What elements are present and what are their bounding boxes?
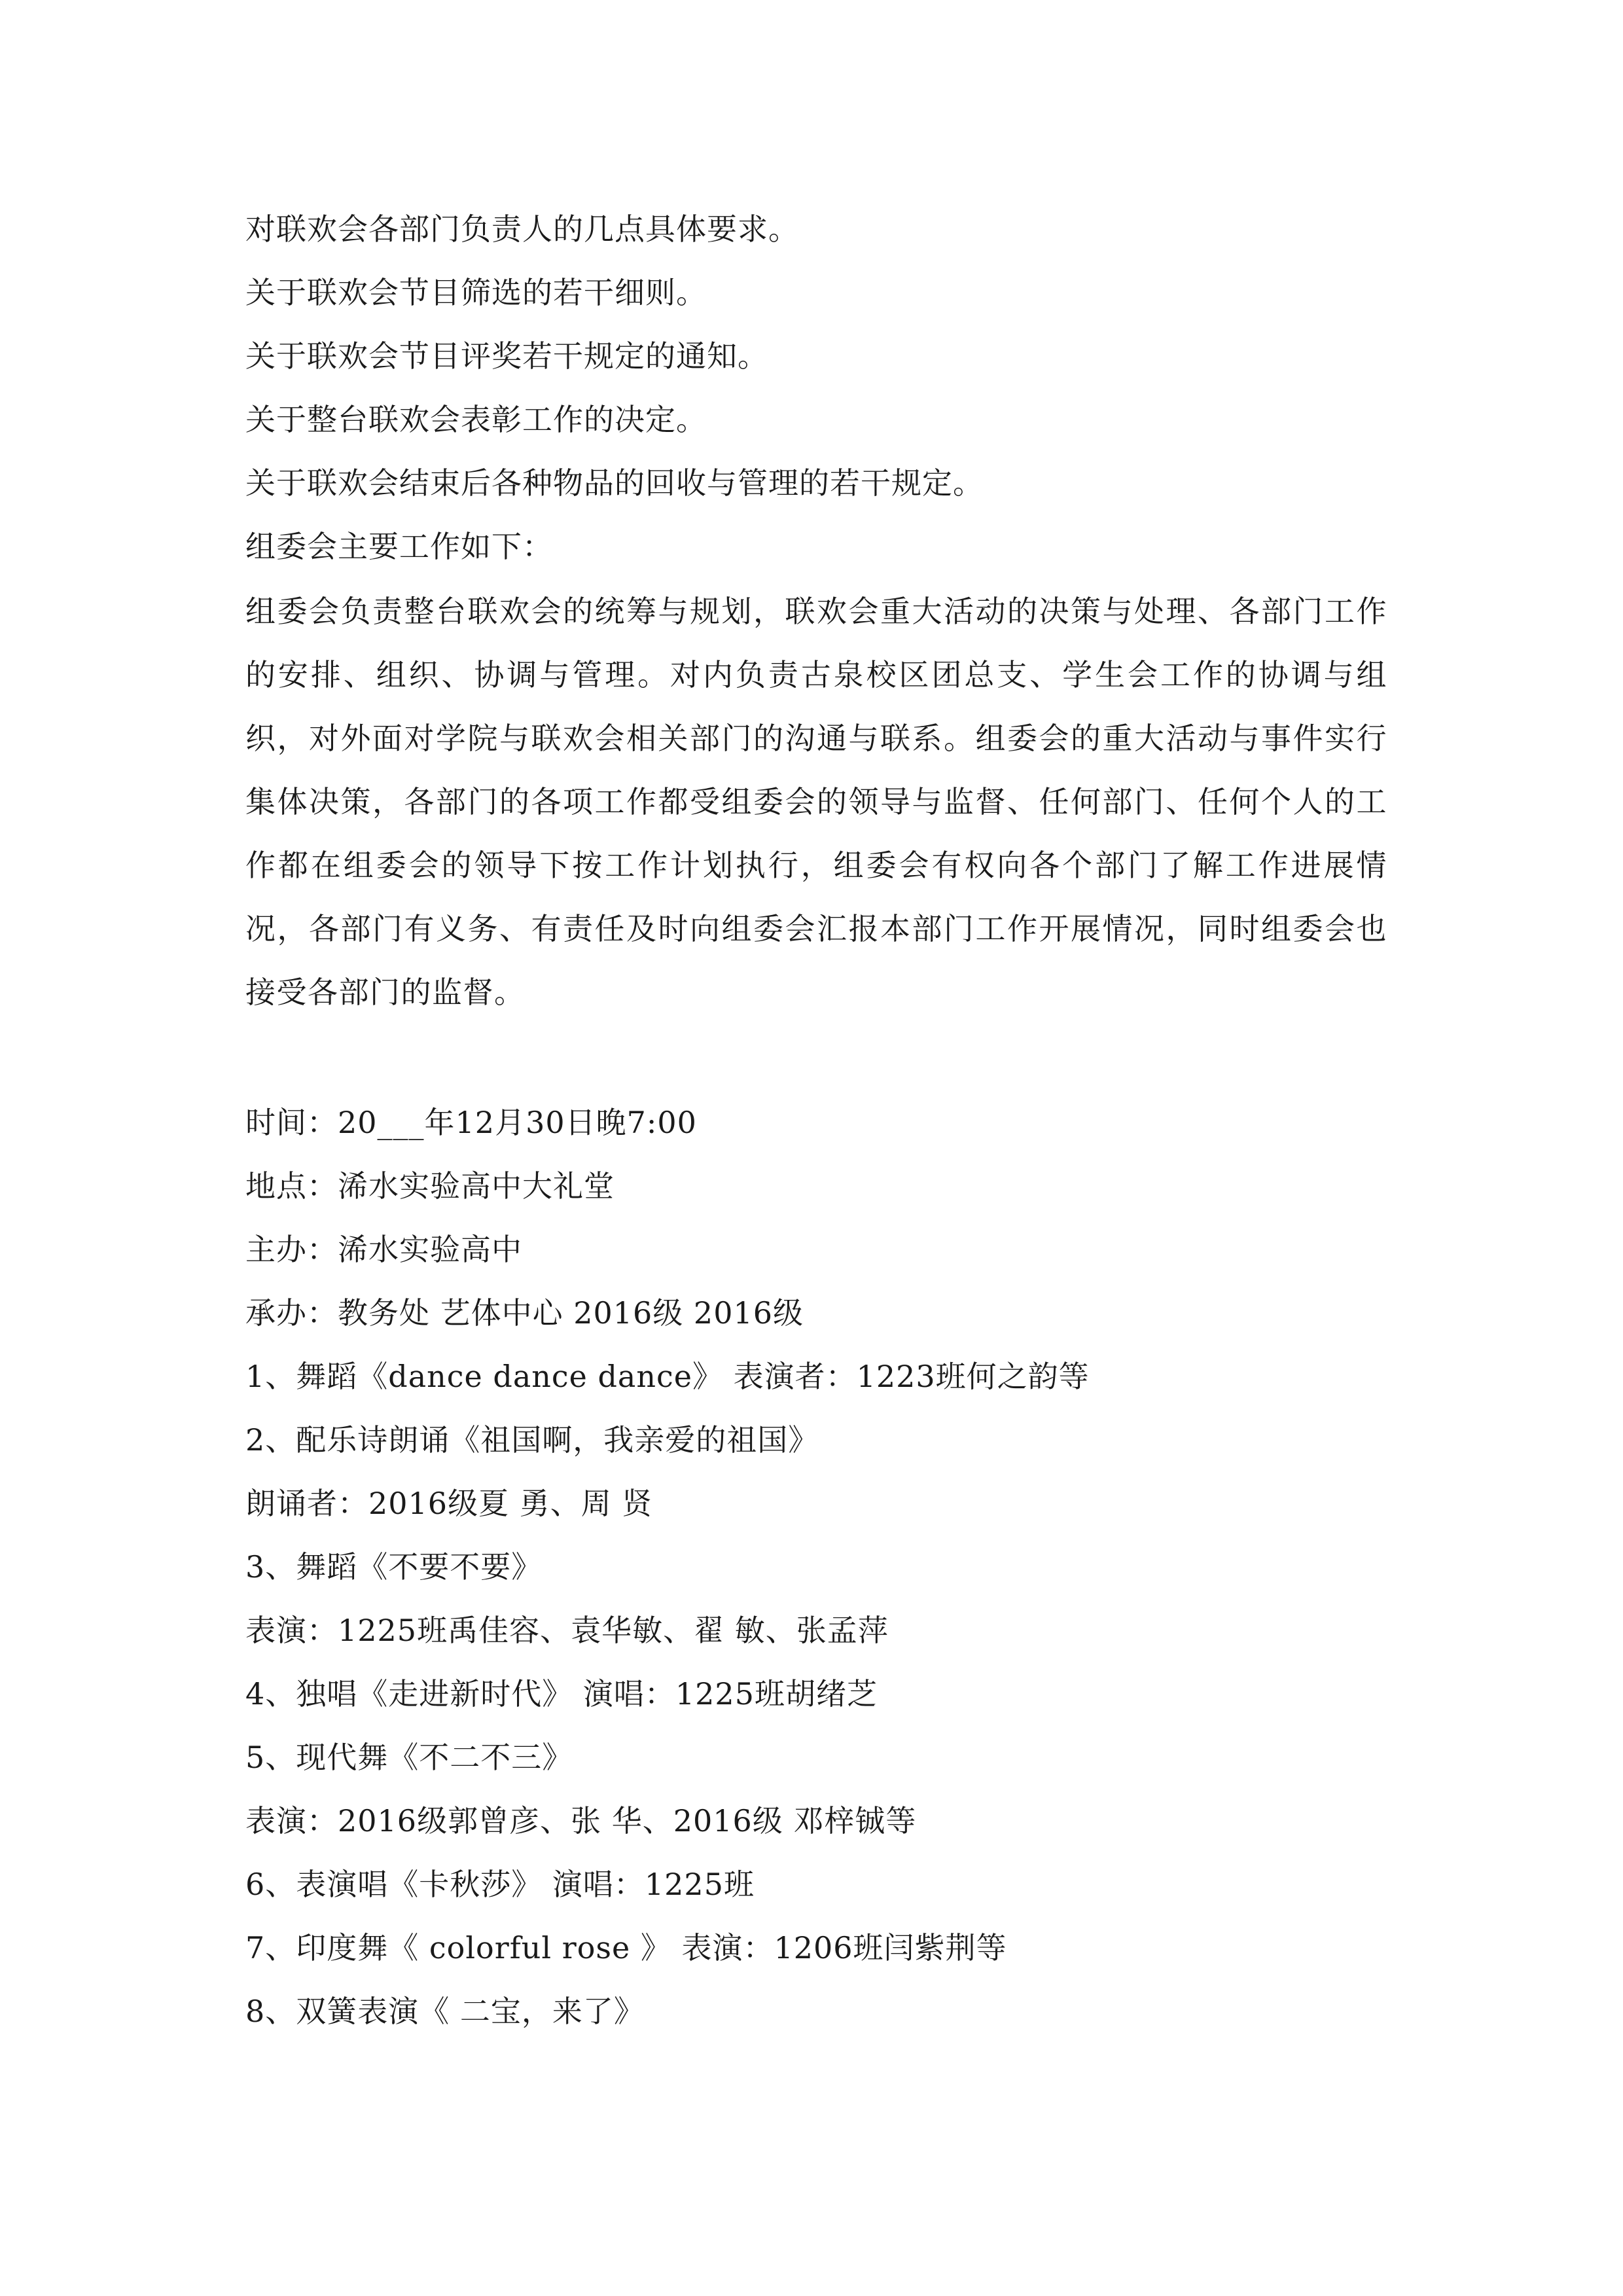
requirement-line-3: 关于联欢会节目评奖若干规定的通知。 [245, 338, 768, 374]
requirement-line-2: 关于联欢会节目筛选的若干细则。 [245, 275, 707, 310]
program-line-1: 1、舞蹈《dance dance dance》 表演者：1223班何之韵等 [245, 1359, 1090, 1394]
program-line-8: 表演：2016级郭曾彦、张 华、2016级 邓梓铖等 [245, 1803, 917, 1839]
program-line-5: 表演：1225班禹佳容、袁华敏、翟 敏、张孟萍 [245, 1613, 889, 1648]
requirement-line-5: 关于联欢会结束后各种物品的回收与管理的若干规定。 [245, 465, 984, 501]
committee-paragraph: 组委会负责整台联欢会的统筹与规划，联欢会重大活动的决策与处理、各部门工作的安排、组织、协调与管理。对内负责古泉校区团总支、学生会工作的协调与组织，对外面对学院与联欢会相关部门的沟通与联系。组委会的重大活动与事件实行集体决策，各部门的各项工作都受组委会的领导与监督、任何部门、任何个人的工作都在组委会的领导下按工作计划执行，组委会有权向各个部门了解工作进展情况，各部门有义务、有责任及时向组委会汇报本部门工作开展情况，同时组委会也接受各部门的监督。 [245, 594, 1387, 1010]
event-organizer: 承办：教务处 艺体中心 2016级 2016级 [245, 1295, 804, 1331]
committee-heading: 组委会主要工作如下： [245, 529, 553, 564]
program-line-9: 6、表演唱《卡秋莎》 演唱：1225班 [245, 1867, 755, 1902]
program-line-7: 5、现代舞《不二不三》 [245, 1740, 573, 1775]
requirement-line-1: 对联欢会各部门负责人的几点具体要求。 [245, 211, 799, 247]
event-venue: 地点：浠水实验高中大礼堂 [245, 1168, 615, 1204]
event-host: 主办：浠水实验高中 [245, 1232, 522, 1267]
program-line-3: 朗诵者：2016级夏 勇、周 贤 [245, 1486, 653, 1521]
program-line-10: 7、印度舞《 colorful rose 》 表演：1206班闫紫荆等 [245, 1930, 1007, 1965]
event-time: 时间：20___年12月30日晚7:00 [245, 1105, 697, 1140]
program-line-2: 2、配乐诗朗诵《祖国啊，我亲爱的祖国》 [245, 1422, 819, 1458]
requirement-line-4: 关于整台联欢会表彰工作的决定。 [245, 402, 707, 437]
program-line-4: 3、舞蹈《不要不要》 [245, 1549, 543, 1585]
program-line-11: 8、双簧表演《 二宝，来了》 [245, 1994, 645, 2029]
program-line-6: 4、独唱《走进新时代》 演唱：1225班胡绪芝 [245, 1676, 878, 1712]
document-page [245, 0, 1391, 2296]
